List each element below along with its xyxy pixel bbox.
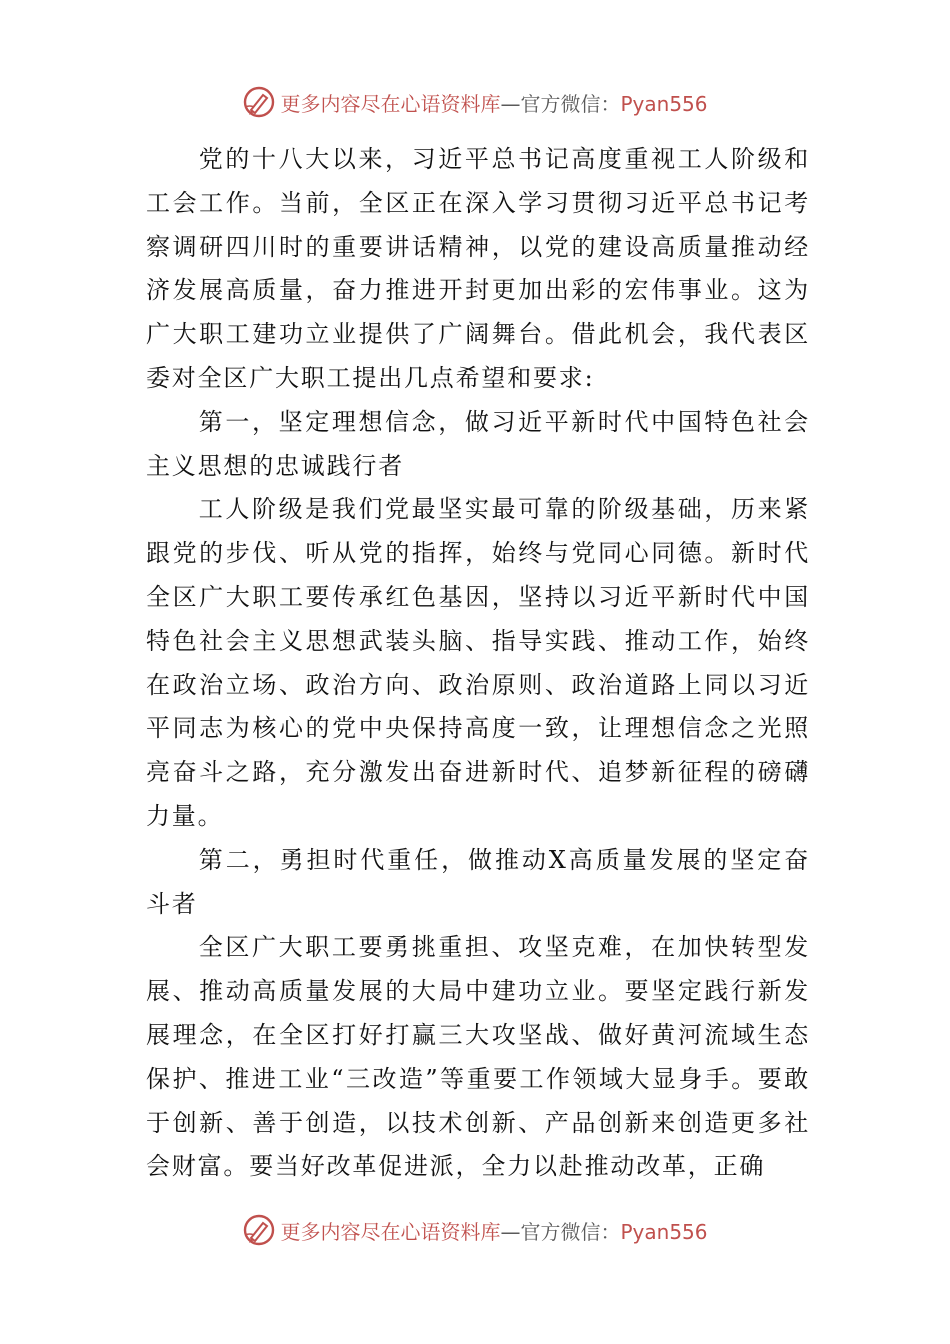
document-body	[146, 138, 810, 1189]
paragraph-intro: 党的十八大以来，习近平总书记高度重视工人阶级和工会工作。当前，全区正在深入学习贯彻习近平总书记考察调研四川时的重要讲话精神，以党的建设高质量推动经济发展高质量，奋力推进开封更加出彩的宏伟事业。这为广大职工建功立业提供了广阔舞台。借此机会，我代表区委对全区广大职工提出几点希望和要求:	[146, 145, 810, 392]
paragraph-point-two: 全区广大职工要勇挑重担、攻坚克难，在加快转型发展、推动高质量发展的大局中建功立业。要坚定践行新发展理念，在全区打好打赢三大攻坚战、做好黄河流域生态保护、推进工业“三改造”等重要工作领域大显身手。要敢于创新、善于创造，以技术创新、产品创新来创造更多社会财富。要当好改革促进派，全力以赴推动改革，正确	[146, 933, 810, 1181]
paragraph-point-one: 工人阶级是我们党最坚实最可靠的阶级基础，历来紧跟党的步伐、听从党的指挥，始终与党同心同德。新时代全区广大职工要传承红色基因，坚持以习近平新时代中国特色社会主义思想武装头脑、指导实践、推动工作，始终在政治立场、政治方向、政治原则、政治道路上同以习近平同志为核心的党中央保持高度一致，让理想信念之光照亮奋斗之路，充分激发出奋进新时代、追梦新征程的磅礴力量。	[146, 495, 810, 830]
watermark-text	[280, 1216, 707, 1245]
watermark-text	[280, 88, 707, 117]
pen-logo-icon	[242, 85, 276, 119]
header-watermark	[0, 80, 950, 124]
watermark-label: 官方微信：	[520, 91, 621, 116]
watermark-wechat-id: Pyan556	[620, 91, 708, 116]
watermark-separator: —	[500, 91, 521, 116]
watermark-separator: —	[500, 1219, 521, 1244]
watermark-brand: 更多内容尽在心语资料库	[280, 91, 501, 116]
watermark-wechat-id: Pyan556	[620, 1219, 708, 1244]
pen-logo-icon	[242, 1213, 276, 1247]
watermark-label: 官方微信：	[520, 1219, 621, 1244]
footer-watermark	[0, 1208, 950, 1252]
heading-point-one: 第一，坚定理想信念，做习近平新时代中国特色社会主义思想的忠诚践行者	[146, 407, 810, 480]
watermark-brand: 更多内容尽在心语资料库	[280, 1219, 501, 1244]
heading-point-two: 第二，勇担时代重任，做推动X高质量发展的坚定奋斗者	[146, 845, 810, 918]
